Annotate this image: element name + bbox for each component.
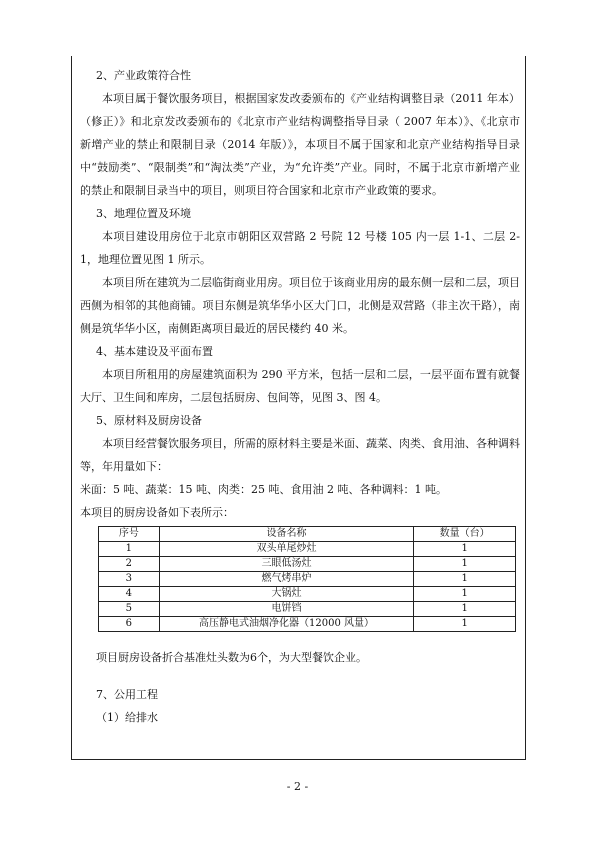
table-row xyxy=(99,542,516,557)
cell-no: 5 xyxy=(99,602,160,617)
cell-qty: 1 xyxy=(414,587,516,602)
header-qty: 数量（台） xyxy=(414,527,516,542)
section-heading-location: 3、地理位置及环境 xyxy=(96,207,191,220)
cell-name: 三眼低汤灶 xyxy=(159,557,414,572)
spacer xyxy=(80,632,520,646)
materials-amounts: 米面：5 吨、蔬菜：15 吨、肉类：25 吨、食用油 2 吨、各种调料：1 吨。 xyxy=(80,483,447,496)
cell-name: 电饼铛 xyxy=(159,602,414,617)
header-name: 设备名称 xyxy=(159,527,414,542)
cell-qty: 1 xyxy=(414,572,516,587)
table-row xyxy=(99,617,516,632)
cell-name: 高压静电式油烟净化器（12000 风量） xyxy=(159,617,414,632)
table-row xyxy=(99,602,516,617)
section-heading-policy: 2、产业政策符合性 xyxy=(96,69,191,82)
cell-name: 双头单尾炒灶 xyxy=(159,542,414,557)
construction-paragraph: 本项目所租用的房屋建筑面积为 290 平方米，包括一层和二层，一层平面布置有就餐大厅、卫生间和库房，二层包括厨房、包间等，见图 3、图 4。 xyxy=(80,368,520,404)
cell-qty: 1 xyxy=(414,602,516,617)
location-paragraph-1: 本项目建设用房位于北京市朝阳区双营路 2 号院 12 号楼 105 内一层 1-1、二层 2-1，地理位置见图 1 所示。 xyxy=(80,230,520,266)
subsection-water: （1）给排水 xyxy=(96,711,158,724)
cell-name: 大锅灶 xyxy=(159,587,414,602)
cell-no: 3 xyxy=(99,572,160,587)
section-heading-materials: 5、原材料及厨房设备 xyxy=(96,414,202,427)
cell-no: 2 xyxy=(99,557,160,572)
spacer xyxy=(80,669,520,683)
equipment-table xyxy=(98,526,516,632)
materials-paragraph: 本项目经营餐饮服务项目，所需的原材料主要是米面、蔬菜、肉类、食用油、各种调料等，年用量如下： xyxy=(80,437,520,473)
section-heading-construction: 4、基本建设及平面布置 xyxy=(96,345,213,358)
equipment-table-intro: 本项目的厨房设备如下表所示： xyxy=(80,506,234,519)
header-no: 序号 xyxy=(99,527,160,542)
cell-no: 1 xyxy=(99,542,160,557)
cell-qty: 1 xyxy=(414,557,516,572)
table-row xyxy=(99,572,516,587)
cell-qty: 1 xyxy=(414,617,516,632)
page-number: - 2 - xyxy=(286,780,309,793)
cell-no: 4 xyxy=(99,587,160,602)
location-paragraph-2: 本项目所在建筑为二层临街商业用房。项目位于该商业用房的最东侧一层和二层，项目西侧为相邻的其他商铺。项目东侧是筑华华小区大门口，北侧是双营路（非主次干路），南侧是筑华华小区，南侧距离项目最近的居民楼约 40 米。 xyxy=(80,276,520,335)
cell-no: 6 xyxy=(99,617,160,632)
document-body xyxy=(80,64,520,729)
after-table-summary: 项目厨房设备折合基准灶头数为6个，为大型餐饮企业。 xyxy=(96,651,367,664)
table-row xyxy=(99,587,516,602)
table-row xyxy=(99,557,516,572)
policy-paragraph: 本项目属于餐饮服务项目，根据国家发改委颁布的《产业结构调整目录（2011 年本）（修正）》和北京发改委颁布的《北京市产业结构调整指导目录（ 2007 年本）》、《北京市新增产业的禁止和限制目录（2014 年版）》，本项目不属于国家和北京产业结构指导目录中“鼓励类”、“限制类”和“淘汰类”产业，为“允许类”产业。同时，不属于北京市新增产业的禁止和限制目录当中的项目，则项目符合国家和北京市产业政策的要求。 xyxy=(80,92,520,197)
cell-name: 燃气烤串炉 xyxy=(159,572,414,587)
cell-qty: 1 xyxy=(414,542,516,557)
section-heading-utilities: 7、公用工程 xyxy=(96,688,158,701)
table-header-row xyxy=(99,527,516,542)
